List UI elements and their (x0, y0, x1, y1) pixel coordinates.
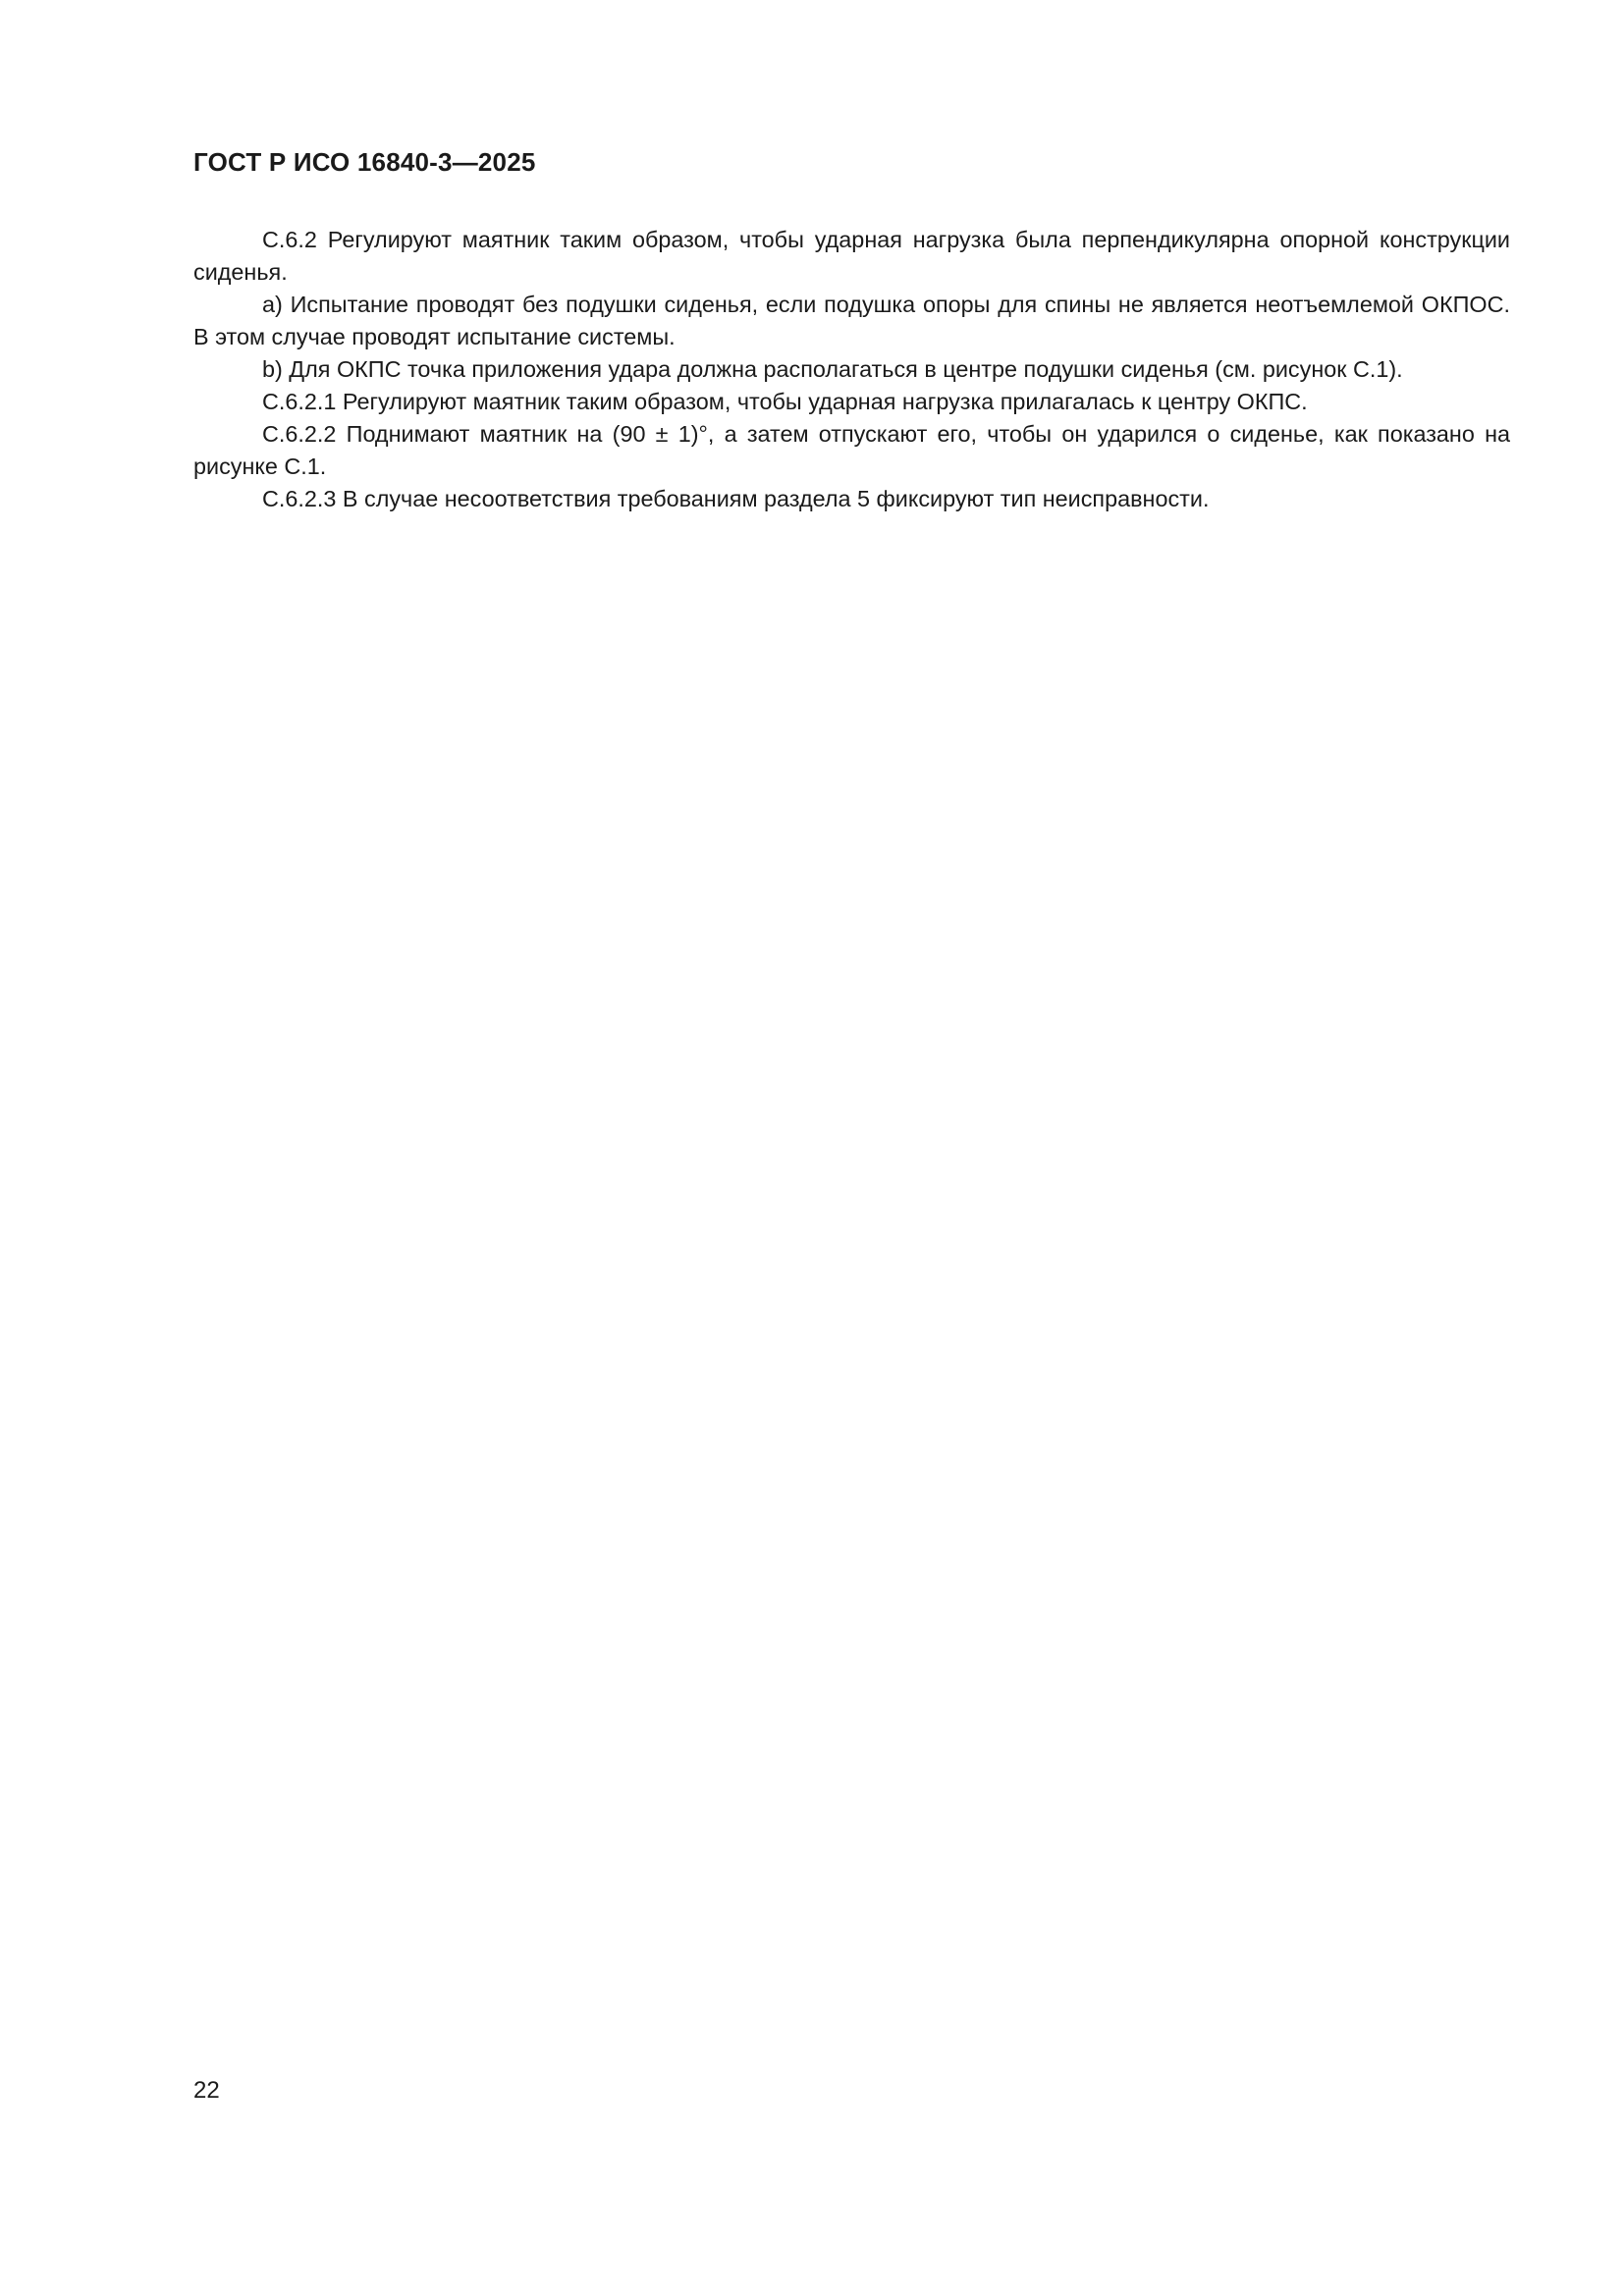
paragraph-c-6-2-1: С.6.2.1 Регулируют маятник таким образом, чтобы ударная нагрузка прилагалась к центру ОКПС. (262, 389, 1308, 414)
paragraph-c-6-2: С.6.2 Регулируют маятник таким образом, чтобы ударная нагрузка была перпендикулярна опорной конструкции сиденья. (193, 227, 1510, 285)
list-item-b: b) Для ОКПС точка приложения удара должна располагаться в центре подушки сиденья (см. рисунок С.1). (262, 356, 1403, 382)
document-header: ГОСТ Р ИСО 16840-3—2025 (193, 147, 536, 177)
list-item-a: a) Испытание проводят без подушки сиденья, если подушка опоры для спины не является неотъемлемой ОКПОС. В этом случае проводят испытание системы. (193, 292, 1510, 349)
body-text (193, 224, 1510, 515)
paragraph-c-6-2-3: С.6.2.3 В случае несоответствия требованиям раздела 5 фиксируют тип неисправности. (262, 486, 1210, 511)
page-number: 22 (193, 2077, 220, 2104)
paragraph-c-6-2-2: С.6.2.2 Поднимают маятник на (90 ± 1)°, а затем отпускают его, чтобы он ударился о сиденье, как показано на рисунке С.1. (193, 421, 1510, 479)
